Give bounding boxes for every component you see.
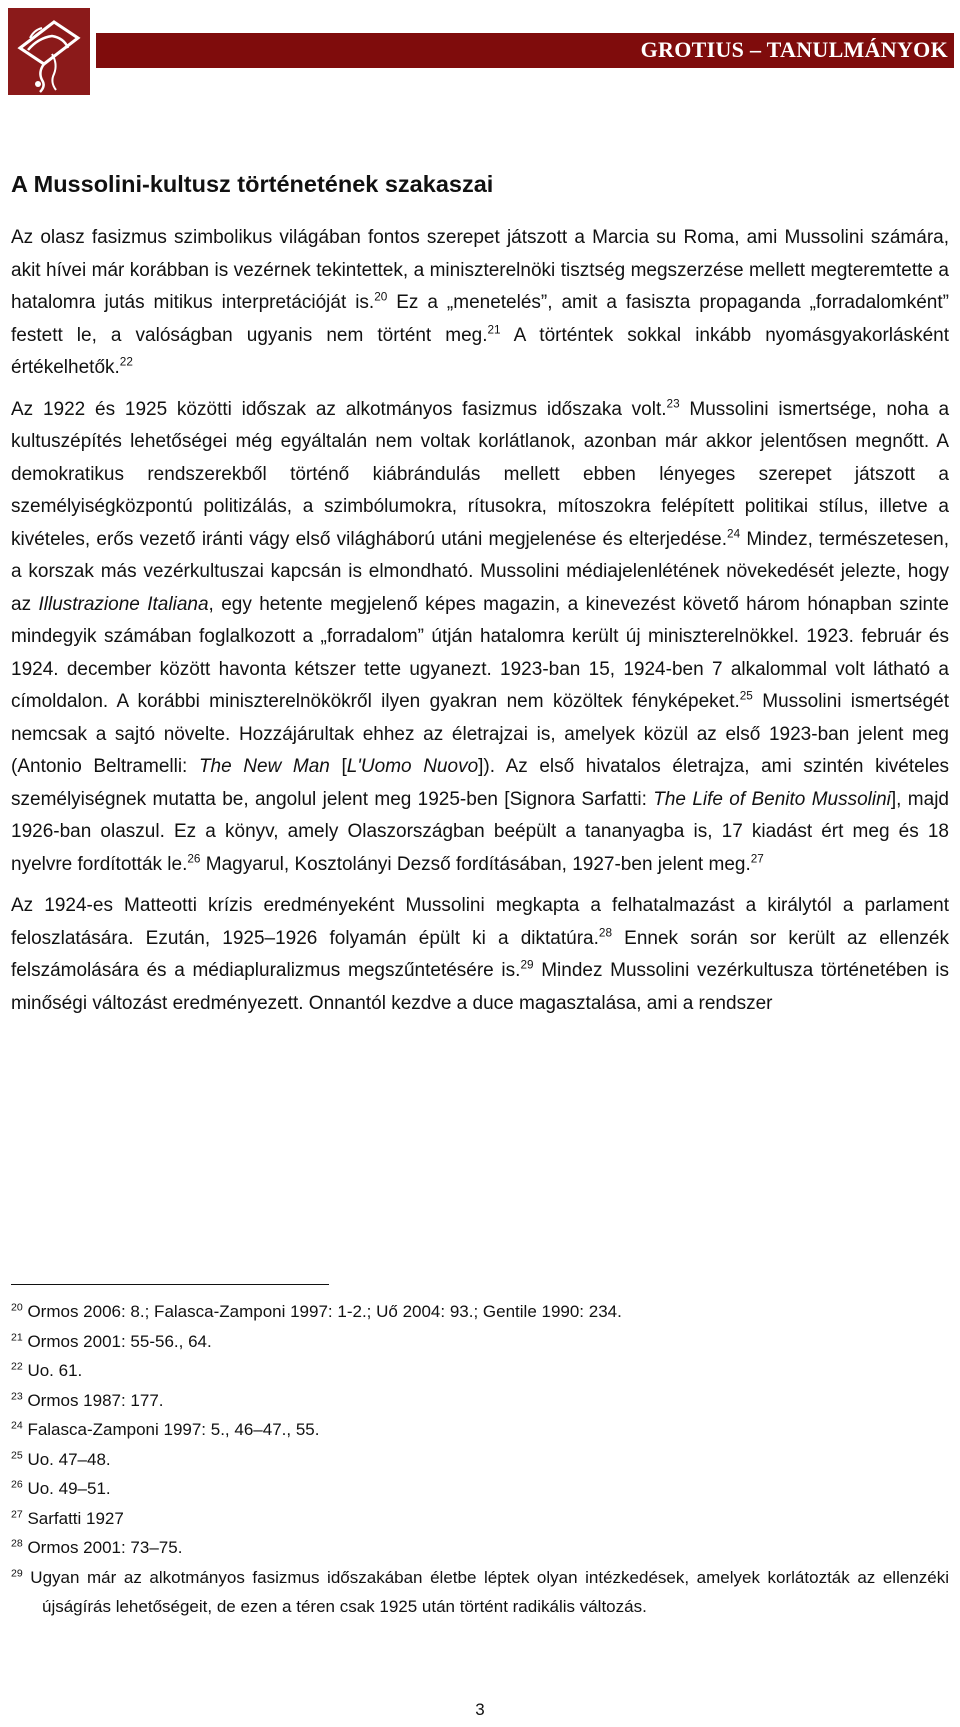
text-segment: ], majd 1926-ban olaszul. Ez a könyv, amely Olaszországban beépült a tananyagba is, 17 kiadást ért meg és 18 nyelvre fordították le. — [11, 788, 949, 875]
footnote-number: 20 — [11, 1301, 23, 1314]
text-segment: Mussolini ismertségét nemcsak a sajtó növelte. Hozzájárultak ehhez az életrajzai is, amelyek közül az első 1923-ban jelent meg (Antonio Beltramelli: — [11, 691, 950, 777]
footnote-item — [11, 1386, 949, 1416]
text-segment: Ennek során sor került az ellenzék felszámolására és a médiapluralizmus megszűntetésére is. — [11, 927, 949, 981]
footnote-text: Uo. 49–51. — [22, 1479, 111, 1498]
footnote-item — [11, 1533, 949, 1563]
footnote-number: 27 — [11, 1507, 23, 1520]
text-segment: Az 1924-es Matteotti krízis eredményeként Mussolini megkapta a felhatalmazást a királytól a parlament feloszlatására. Ezután, 1925–1926 folyamán épült ki a diktatúra. — [11, 895, 949, 949]
italic-title: The New Man — [198, 756, 330, 777]
body-paragraph — [11, 394, 949, 882]
italic-title: L'Uomo Nuovo — [346, 756, 479, 777]
footnote-number: 29 — [11, 1566, 23, 1579]
italic-title: Illustrazione Italiana — [38, 593, 209, 615]
logo-graphic — [8, 8, 90, 95]
footnote-item — [11, 1415, 949, 1445]
footnote-ref: 22 — [119, 355, 133, 369]
footnote-text: Ormos 2001: 55-56., 64. — [22, 1331, 212, 1351]
text-segment: A történtek sokkal inkább nyomásgyakorlásként értékelhetők. — [11, 324, 949, 378]
italic-title: The Life of Benito Mussolini — [653, 788, 891, 810]
page-number: 3 — [475, 1700, 485, 1719]
footnote-text: Uo. 61. — [22, 1361, 83, 1380]
footnote-text: Ormos 2001: 73–75. — [22, 1538, 183, 1557]
footnote-text: Sarfatti 1927 — [22, 1508, 124, 1528]
text-segment: , egy hetente megjelenő képes magazin, a kinevezést követő három hónapban szinte mindegyik számában foglalkozott a „forradalom” útján hatalomra került új miniszterelnökkel. 1923. február és 1924. december között havonta kétszer tette ugyanezt. 1923-ban 15, 1924-ben 7 alkalommal volt látható a címoldalon. A korábbi miniszterelnökökről ilyen gyakran nem közöltek fényképeket. — [11, 593, 949, 712]
text-segment: Mussolini ismertsége, noha a kultuszépítés lehetőségei még egyáltalán nem voltak korlátlanok, azonban már akkor jelentősen megnőtt. A demokratikus rendszerekből történő kiábrándulás mellett ebben lényeges szerepet játszott a személyiségközpontú politizálás, a szimbólumokra, rítusokra, mítoszokra felépített politikai stílus, illetve a kivételes, erős vezető iránti vágy első világháború utáni megjelenése és elterjedése. — [11, 398, 950, 550]
footnote-ref: 20 — [374, 290, 388, 304]
page-header — [8, 8, 954, 96]
footnote-text: Ormos 1987: 177. — [22, 1390, 164, 1410]
footnote-ref: 21 — [487, 323, 501, 337]
footnote-item — [11, 1474, 949, 1504]
footnote-number: 25 — [11, 1448, 23, 1461]
footnote-number: 21 — [11, 1330, 23, 1343]
footnote-item — [11, 1297, 949, 1327]
page-title: A Mussolini-kultusz történetének szakaszai — [11, 171, 494, 197]
footnote-item — [11, 1356, 949, 1386]
header-title: GROTIUS – TANULMÁNYOK — [640, 37, 948, 62]
footnote-ref: 23 — [666, 397, 680, 411]
footnote-number: 28 — [11, 1537, 23, 1550]
footnote-item — [11, 1327, 949, 1357]
text-segment: Magyarul, Kosztolányi Dezső fordításában, 1927-ben jelent meg. — [200, 853, 751, 875]
footnote-text: Ugyan már az alkotmányos fasizmus időszakában életbe léptek olyan intézkedések, amelyek korlátozták az ellenzéki újságírás lehetőségeit, de ezen a téren csak 1925 után történt radikális változás. — [22, 1567, 949, 1616]
text-segment: Mindez, természetesen, a korszak más vezérkultuszai kapcsán is elmondható. Mussolini médiajelenlétének növekedését jelezte, hogy az — [11, 528, 949, 615]
text-segment: [ — [329, 756, 347, 777]
footnote-text: Falasca-Zamponi 1997: 5., 46–47., 55. — [22, 1420, 320, 1439]
footnote-text: Ormos 2006: 8.; Falasca-Zamponi 1997: 1-2.; Uő 2004: 93.; Gentile 1990: 234. — [22, 1302, 622, 1321]
header-band — [96, 33, 954, 68]
text-segment: Az olasz fasizmus szimbolikus világában fontos szerepet játszott a Marcia su Roma, ami Mussolini számára, akit hívei már korábban is vezérnek tekintettek, a miniszterelnöki tisztség megszerzése mellett megteremtette a hatalomra jutás mitikus interpretációját is. — [11, 227, 949, 313]
footnotes — [11, 1297, 949, 1622]
footnote-item — [11, 1445, 949, 1475]
text-segment: ]). Az első hivatalos életrajza, ami szintén kivételes személyiségnek mutatta be, angolul jelent meg 1925-ben [Signora Sarfatti: — [11, 756, 950, 810]
footnote-item — [11, 1563, 949, 1622]
text-segment: Ez a „menetelés”, amit a fasiszta propaganda „forradalomként” festett le, a valóságban ugyanis nem történt meg. — [11, 292, 949, 346]
footnote-text: Uo. 47–48. — [22, 1449, 111, 1469]
footnote-ref: 24 — [727, 527, 741, 541]
text-segment: Mindez Mussolini vezérkultusza történetében is minőségi változást eredményezett. Onnantól kezdve a duce magasztalása, ami a rendszer — [11, 960, 949, 1014]
footnote-ref: 27 — [750, 852, 764, 866]
footnote-ref: 28 — [598, 926, 612, 940]
body-paragraph — [11, 222, 949, 385]
footnote-number: 26 — [11, 1478, 23, 1491]
footnote-number: 22 — [11, 1360, 23, 1373]
footnote-number: 24 — [11, 1419, 23, 1432]
grotius-logo-icon — [8, 8, 90, 95]
body-paragraph — [11, 890, 949, 1020]
footnote-ref: 29 — [520, 958, 534, 972]
text-segment: Az 1922 és 1925 közötti időszak az alkotmányos fasizmus időszaka volt. — [11, 398, 667, 420]
footnote-item — [11, 1504, 949, 1534]
footnote-ref: 26 — [187, 852, 201, 866]
footnote-ref: 25 — [739, 689, 753, 703]
article-body — [11, 222, 949, 1029]
footnote-divider — [11, 1284, 329, 1285]
footnote-number: 23 — [11, 1389, 23, 1402]
